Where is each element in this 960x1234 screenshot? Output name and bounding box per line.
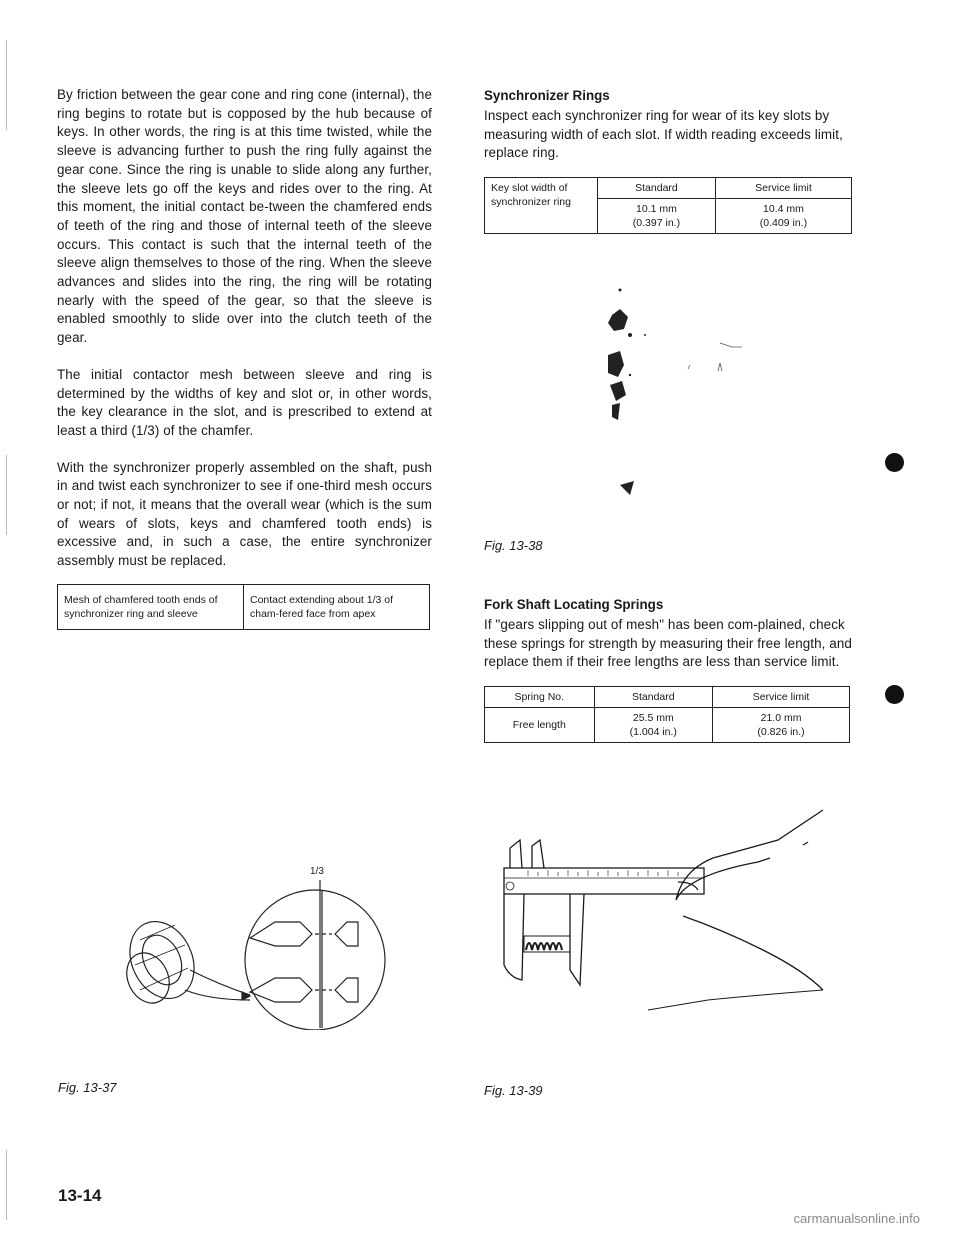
binding-hole-mark (885, 685, 904, 704)
figure-13-38-photo (600, 285, 800, 515)
table-cell: Contact extending about 1/3 of cham-fered face from apex (244, 584, 430, 629)
table-cell (713, 708, 850, 743)
synchronizer-ring-photo (600, 285, 800, 515)
caliper-measuring-spring-illustration (498, 800, 838, 1015)
binding-hole-mark (885, 453, 904, 472)
page-edge-line (6, 455, 7, 535)
synchronizer-mesh-illustration (100, 860, 430, 1030)
spring-spec-table (484, 686, 850, 743)
body-paragraph: With the synchronizer properly assembled on the shaft, push in and twist each synchronizer to see if one-third mesh occurs or not; if not, it means that the overall wear (which is the sum of wears of slots, keys and chamfered tooth ends) is excessive and, in such a case, the entire synchronizer assembly must be replaced. (57, 459, 432, 569)
table-cell (715, 199, 851, 234)
standard-mm: 10.1 mm (636, 203, 677, 216)
left-column (57, 86, 432, 630)
limit-in: (0.826 in.) (757, 726, 805, 739)
body-paragraph: By friction between the gear cone and ring cone (internal), the ring begins to rotate but is copposed by the hub because of keys. In other words, the ring is at this time twisted, while the sleeve is advancing further to push the ring fully against the gear cone. Since the ring is unable to slide along any further, the sleeve lets go off the keys and rides over to the ring. At this moment, the initial contact be-tween the chamfered ends of teeth of the ring and those of internal teeth of the sleeve occurs. This contact is such that the internal teeth of the sleeve align themselves to those of the ring. When the sleeve advances and slides into the ring, the ring will be rotating nearly with the speed of the gear, so that the sleeve is enabled smoothly to slide over into the clutch teeth of the gear. (57, 87, 432, 346)
standard-in: (1.004 in.) (629, 726, 677, 739)
figure-13-37 (100, 860, 430, 1030)
table-cell: Mesh of chamfered tooth ends of synchronizer ring and sleeve (58, 584, 244, 629)
limit-mm: 21.0 mm (760, 712, 802, 725)
mesh-spec-table (57, 584, 430, 630)
fig-label: 1/3 (310, 866, 324, 877)
limit-in: (0.409 in.) (759, 217, 808, 230)
page-edge-line (6, 40, 7, 130)
table-cell: Free length (485, 708, 595, 743)
figure-13-39 (498, 800, 838, 1015)
table-header: Standard (598, 178, 716, 199)
table-header: Service limit (713, 687, 850, 708)
body-paragraph: The initial contactor mesh between sleeve and ring is determined by the widths of key and slot or, in other words, the key clearance in the slot, and is prescribed to extend at least a third (1/3) of the chamfer. (57, 366, 432, 438)
table-header: Standard (594, 687, 713, 708)
footer-watermark: carmanualsonline.info (793, 1211, 920, 1226)
table-cell (598, 199, 716, 234)
figure-caption: Fig. 13-38 (484, 538, 543, 553)
table-header: Service limit (715, 178, 851, 199)
right-column-lower (484, 597, 852, 743)
figure-caption: Fig. 13-39 (484, 1083, 543, 1098)
right-column (484, 88, 852, 234)
table-cell: Key slot width of synchronizer ring (485, 178, 598, 234)
limit-mm: 10.4 mm (763, 203, 804, 216)
standard-in: (0.397 in.) (632, 217, 681, 230)
table-cell (594, 708, 713, 743)
page-edge-line (6, 1150, 7, 1220)
page-number: 13-14 (58, 1186, 102, 1205)
section-heading: Synchronizer Rings (484, 88, 610, 103)
body-paragraph: Inspect each synchronizer ring for wear of its key slots by measuring width of each slot. If width reading exceeds limit, replace ring. (484, 108, 843, 161)
section-heading: Fork Shaft Locating Springs (484, 597, 664, 612)
table-header: Spring No. (485, 687, 595, 708)
figure-caption: Fig. 13-37 (58, 1080, 117, 1095)
standard-mm: 25.5 mm (632, 712, 674, 725)
key-slot-spec-table (484, 177, 852, 234)
body-paragraph: If "gears slipping out of mesh" has been com-plained, check these springs for strength by measuring their free length, and replace them if their free lengths are less than service limit. (484, 617, 852, 670)
